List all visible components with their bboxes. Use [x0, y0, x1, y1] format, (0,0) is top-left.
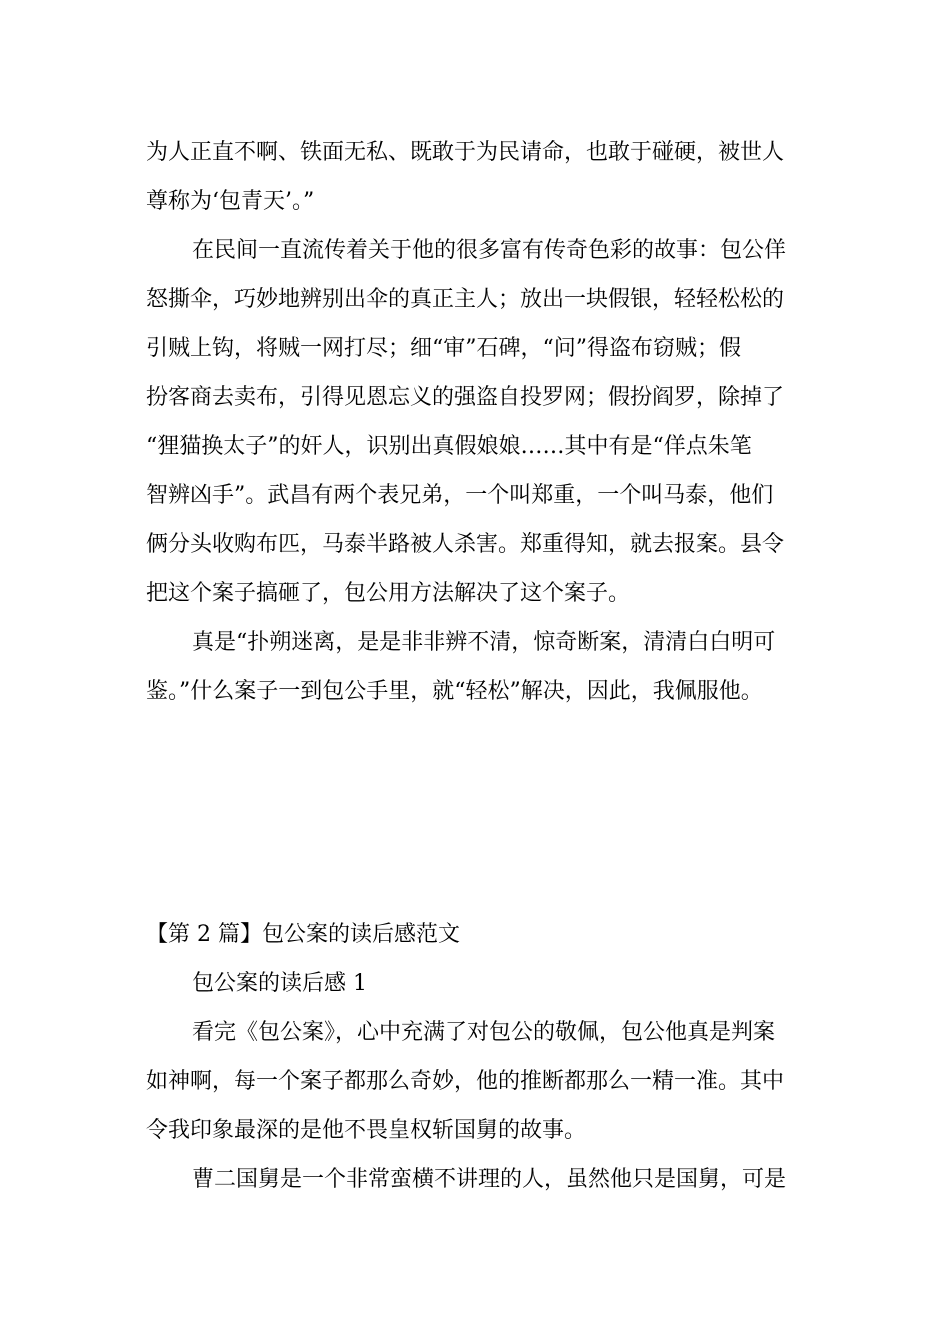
document-page: [146, 128, 816, 1204]
text-line: 看完《包公案》，心中充满了对包公的敬佩，包公他真是判案: [192, 1020, 776, 1045]
blank-space: [146, 716, 816, 910]
text-line: 如神啊，每一个案子都那么奇妙，他的推断都那么一精一准。其中: [146, 1069, 785, 1094]
paragraph-4: [146, 1008, 816, 1155]
section-heading: 【第 2 篇】包公案的读后感范文: [146, 922, 460, 947]
text-line: 为人正直不啊、铁面无私、既敢于为民请命，也敢于碰硬，被世人: [146, 140, 785, 165]
text-line: 真是“扑朔迷离，是是非非辨不清，惊奇断案，清清白白明可: [192, 630, 776, 655]
paragraph-2: [146, 226, 816, 618]
paragraph-3: [146, 618, 816, 716]
section-subheading: 包公案的读后感 1: [192, 971, 367, 996]
text-line: “狸猫换太子”的奸人，识别出真假娘娘……其中有是“佯点朱笔: [146, 434, 752, 459]
text-line: 尊称为‘包青天’。”: [146, 189, 315, 214]
text-line: 扮客商去卖布，引得见恩忘义的强盗自投罗网；假扮阎罗，除掉了: [146, 385, 785, 410]
paragraph-5: [146, 1155, 816, 1204]
paragraph-1: [146, 128, 816, 226]
text-line: 鉴。”什么案子一到包公手里，就“轻松”解决，因此，我佩服他。: [146, 679, 763, 704]
text-line: 引贼上钩，将贼一网打尽；细“审”石碑，“问”得盗布窃贼；假: [146, 336, 741, 361]
text-line: 在民间一直流传着关于他的很多富有传奇色彩的故事：包公佯: [192, 238, 787, 263]
text-line: 智辨凶手”。武昌有两个表兄弟，一个叫郑重，一个叫马泰，他们: [146, 483, 774, 508]
text-line: 令我印象最深的是他不畏皇权斩国舅的故事。: [146, 1118, 587, 1143]
text-line: 怒撕伞，巧妙地辨别出伞的真正主人；放出一块假银，轻轻松松的: [146, 287, 785, 312]
text-line: 俩分头收购布匹，马泰半路被人杀害。郑重得知，就去报案。县令: [146, 532, 785, 557]
text-line: 曹二国舅是一个非常蛮横不讲理的人，虽然他只是国舅，可是: [192, 1167, 787, 1192]
text-line: 把这个案子搞砸了，包公用方法解决了这个案子。: [146, 581, 631, 606]
